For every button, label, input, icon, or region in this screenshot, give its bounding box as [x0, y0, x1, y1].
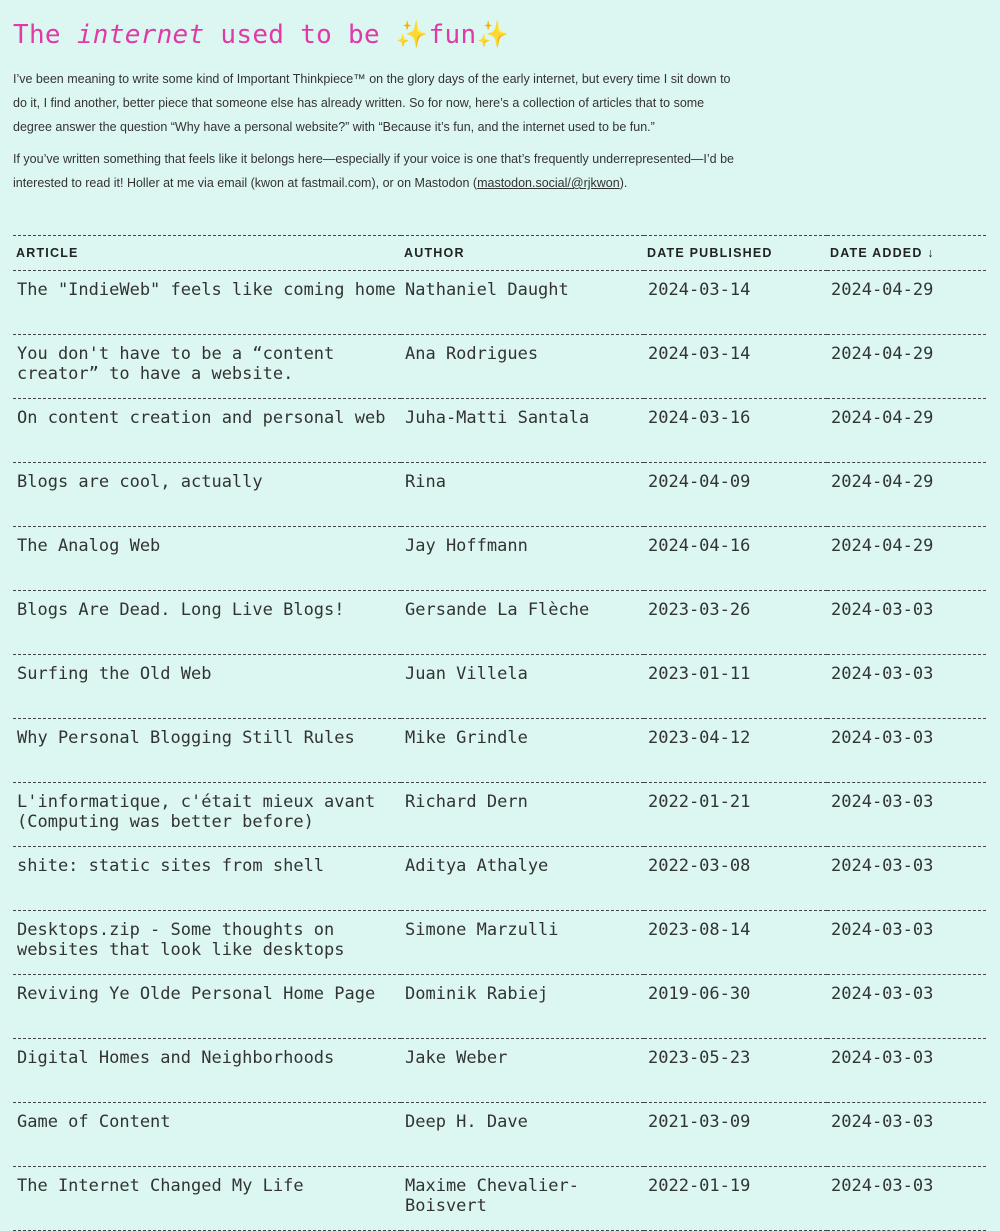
article-cell[interactable]: Why Personal Blogging Still Rules	[17, 728, 355, 748]
date-published-cell: 2019-06-30	[648, 984, 751, 1004]
intro-paragraph-2-end: ).	[619, 176, 628, 190]
intro-paragraph-2	[13, 147, 743, 195]
table-row	[13, 271, 986, 335]
table-row	[13, 783, 986, 847]
date-published-cell: 2024-04-16	[648, 536, 751, 556]
author-cell: Richard Dern	[405, 792, 528, 812]
article-cell[interactable]: Desktops.zip - Some thoughts on websites that look like desktops	[17, 920, 345, 960]
author-cell: Nathaniel Daught	[405, 280, 569, 300]
table-header-row	[13, 236, 986, 271]
page-title	[13, 0, 986, 53]
date-added-cell: 2024-03-03	[831, 600, 934, 620]
table-row	[13, 463, 986, 527]
date-added-cell: 2024-03-03	[831, 664, 934, 684]
table-row	[13, 1039, 986, 1103]
date-published-cell: 2024-03-16	[648, 408, 751, 428]
date-added-cell: 2024-04-29	[831, 280, 934, 300]
table-row	[13, 1167, 986, 1231]
date-added-cell: 2024-04-29	[831, 536, 934, 556]
author-cell: Rina	[405, 472, 446, 492]
article-cell[interactable]: The Analog Web	[17, 536, 161, 556]
article-cell[interactable]: shite: static sites from shell	[17, 856, 325, 876]
table-body	[13, 271, 986, 1231]
author-cell: Dominik Rabiej	[405, 984, 549, 1004]
date-added-cell: 2024-04-29	[831, 408, 934, 428]
column-header-date-published[interactable]: DATE PUBLISHED	[647, 246, 773, 260]
date-published-cell: 2023-01-11	[648, 664, 751, 684]
articles-table	[13, 235, 986, 1231]
author-cell: Aditya Athalye	[405, 856, 549, 876]
date-added-cell: 2024-03-03	[831, 728, 934, 748]
author-cell: Jake Weber	[405, 1048, 508, 1068]
date-added-cell: 2024-03-03	[831, 1112, 934, 1132]
title-emphasis: internet	[76, 20, 205, 50]
author-cell: Deep H. Dave	[405, 1112, 528, 1132]
date-added-cell: 2024-03-03	[831, 1048, 934, 1068]
column-header-article[interactable]: ARTICLE	[16, 246, 79, 260]
date-added-cell: 2024-03-03	[831, 856, 934, 876]
author-cell: Juha-Matti Santala	[405, 408, 590, 428]
article-cell[interactable]: Game of Content	[17, 1112, 171, 1132]
author-cell: Mike Grindle	[405, 728, 528, 748]
author-cell: Ana Rodrigues	[405, 344, 539, 364]
mastodon-link[interactable]: mastodon.social/@rjkwon	[477, 176, 620, 190]
article-cell[interactable]: On content creation and personal web	[17, 408, 386, 428]
table-row	[13, 335, 986, 399]
table-row	[13, 911, 986, 975]
date-published-cell: 2022-01-21	[648, 792, 751, 812]
date-added-cell: 2024-03-03	[831, 920, 934, 940]
date-published-cell: 2023-03-26	[648, 600, 751, 620]
article-cell[interactable]: The "IndieWeb" feels like coming home	[17, 280, 396, 300]
date-published-cell: 2021-03-09	[648, 1112, 751, 1132]
article-cell[interactable]: The Internet Changed My Life	[17, 1176, 304, 1196]
table-row	[13, 527, 986, 591]
intro-paragraph-1: I’ve been meaning to write some kind of Important Thinkpiece™ on the glory days of the early internet, but every time I sit down to do it, I find another, better piece that someone else has already written. So for now, here’s a collection of articles that to some degree answer the question “Why have a personal website?” with “Because it’s fun, and the internet used to be fun.”	[13, 72, 731, 134]
article-cell[interactable]: L'informatique, c'était mieux avant (Computing was better before)	[17, 792, 376, 832]
title-part-1: The	[13, 20, 77, 50]
date-added-cell: 2024-03-03	[831, 984, 934, 1004]
date-published-cell: 2023-04-12	[648, 728, 751, 748]
date-published-cell: 2022-01-19	[648, 1176, 751, 1196]
table-row	[13, 655, 986, 719]
article-cell[interactable]: You don't have to be a “content creator” to have a website.	[17, 344, 335, 384]
date-published-cell: 2022-03-08	[648, 856, 751, 876]
date-added-cell: 2024-04-29	[831, 472, 934, 492]
article-cell[interactable]: Blogs Are Dead. Long Live Blogs!	[17, 600, 345, 620]
table-row	[13, 975, 986, 1039]
date-published-cell: 2024-04-09	[648, 472, 751, 492]
author-cell: Gersande La Flèche	[405, 600, 590, 620]
author-cell: Juan Villela	[405, 664, 528, 684]
intro-section	[13, 67, 743, 195]
date-added-cell: 2024-03-03	[831, 792, 934, 812]
column-header-date-added[interactable]: DATE ADDED ↓	[830, 246, 935, 260]
title-part-2: used to be ✨fun✨	[204, 20, 510, 50]
table-row	[13, 719, 986, 783]
table-row	[13, 1103, 986, 1167]
author-cell: Simone Marzulli	[405, 920, 559, 940]
date-published-cell: 2023-08-14	[648, 920, 751, 940]
table-row	[13, 847, 986, 911]
article-cell[interactable]: Blogs are cool, actually	[17, 472, 263, 492]
column-header-author[interactable]: AUTHOR	[404, 246, 465, 260]
author-cell: Maxime Chevalier-Boisvert	[405, 1176, 579, 1216]
article-cell[interactable]: Surfing the Old Web	[17, 664, 212, 684]
date-published-cell: 2023-05-23	[648, 1048, 751, 1068]
table-header	[13, 236, 986, 271]
date-added-cell: 2024-03-03	[831, 1176, 934, 1196]
table-row	[13, 399, 986, 463]
article-cell[interactable]: Digital Homes and Neighborhoods	[17, 1048, 335, 1068]
author-cell: Jay Hoffmann	[405, 536, 528, 556]
intro-paragraph-2-text: If you’ve written something that feels like it belongs here—especially if your voice is one that’s frequently underrepresented—I’d be interested to read it! Holler at me via email (kwon at fastmail.com), or on Mastodon (	[13, 152, 734, 190]
table-row	[13, 591, 986, 655]
date-published-cell: 2024-03-14	[648, 344, 751, 364]
article-cell[interactable]: Reviving Ye Olde Personal Home Page	[17, 984, 376, 1004]
date-published-cell: 2024-03-14	[648, 280, 751, 300]
date-added-cell: 2024-04-29	[831, 344, 934, 364]
